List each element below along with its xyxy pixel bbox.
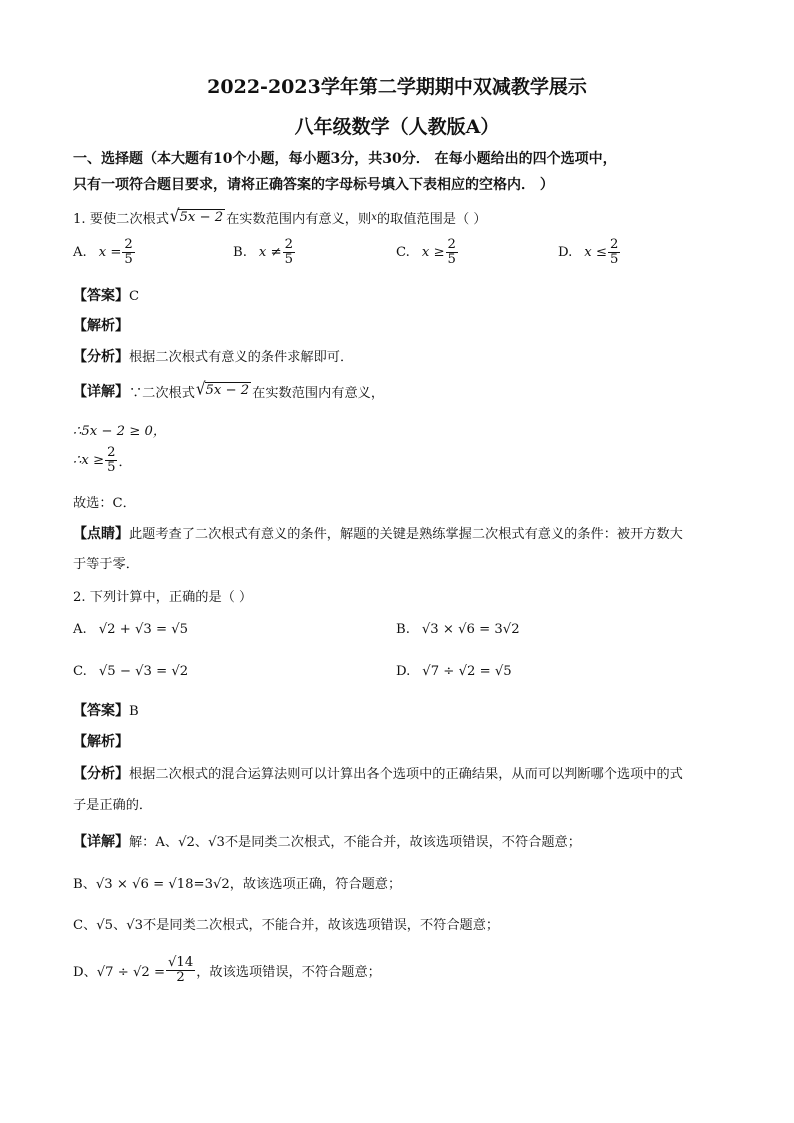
q1-step1: ∴5x − 2 ≥ 0， [73, 424, 167, 439]
numerator: 2 [284, 237, 293, 252]
section-heading-line2: 只有一项符合题目要求，请将正确答案的字母标号填入下表相应的空格内． ） [73, 177, 554, 193]
q1-stem [73, 205, 487, 227]
answer-value: C [129, 289, 140, 304]
q1-choose: 故选：C． [73, 496, 136, 511]
operator: ÷ [443, 664, 455, 679]
term: √3 [134, 622, 152, 637]
q2-option-b [396, 622, 520, 637]
section-heading-line1: 一、选择题（本大题有10个小题，每小题3分，共30分． 在每小题给出的四个选项中， [73, 151, 617, 167]
term: √2 [458, 664, 476, 679]
option-fraction [446, 238, 458, 267]
fenxi-tag: 【分析】 [73, 766, 129, 782]
operator: + [119, 622, 131, 637]
equals: = [156, 664, 168, 679]
comment-tag: 【点睛】 [73, 526, 129, 542]
option-label: B. [233, 244, 247, 260]
equals: = [479, 622, 491, 637]
detail-prefix: ∵二次根式 [129, 385, 195, 401]
option-fraction [608, 238, 620, 267]
q2-option-c [73, 664, 188, 679]
answer-tag: 【答案】 [73, 703, 129, 719]
q1-analysis-tag: 【解析】 [73, 318, 129, 334]
q2-option-d [396, 664, 512, 679]
q2-detail-a [73, 831, 581, 851]
term: √7 [422, 664, 440, 679]
q1-var: x [371, 212, 377, 223]
term: √5 [98, 664, 116, 679]
detail-suffix: 在实数范围内有意义， [252, 385, 385, 401]
q1-sqrt: √ 5x − 2 [169, 205, 224, 226]
option-fraction [122, 238, 134, 267]
operator: − [119, 664, 131, 679]
term: √2 [98, 622, 116, 637]
term: √3 [135, 664, 152, 679]
option-label: C. [73, 664, 87, 679]
q1-stem-prefix: 1. 要使二次根式 [73, 212, 169, 227]
q2-fenxi [73, 763, 683, 783]
term: √3 [421, 622, 439, 637]
q1-fenxi [73, 346, 353, 366]
denominator: 5 [447, 251, 456, 267]
equals: = [155, 622, 168, 637]
comment-text: 此题考查了二次根式有意义的条件，解题的关键是熟练掌握二次根式有意义的条件：被开方数大 [129, 527, 683, 542]
numerator: 2 [609, 237, 619, 252]
option-label: C. [396, 244, 410, 260]
detail-d-fraction [166, 956, 195, 985]
q1-answer [73, 285, 139, 305]
q1-option-d [558, 238, 621, 267]
option-label: A. [73, 244, 87, 260]
q2-detail-d [73, 956, 381, 985]
option-expr: x ≠ [258, 244, 282, 260]
q2-detail-b: B、√3 × √6 = √18=3√2，故该选项正确，符合题意； [73, 877, 402, 892]
denominator: 5 [284, 251, 293, 267]
term: √5 [494, 664, 512, 679]
term: √6 [458, 622, 475, 637]
option-label: B. [396, 622, 410, 637]
answer-tag: 【答案】 [73, 288, 129, 304]
fenxi-text: 根据二次根式的混合运算法则可以计算出各个选项中的正确结果，从而可以判断哪个选项中的式 [129, 767, 683, 782]
detail-tag: 【详解】 [73, 834, 129, 850]
q2-fenxi-line2: 子是正确的． [73, 798, 153, 813]
q2-option-a [73, 622, 188, 637]
q1-option-b [233, 238, 296, 267]
step2-suffix: ． [118, 454, 132, 470]
q1-option-c [396, 238, 459, 267]
option-label: D. [396, 664, 411, 679]
option-fraction [283, 238, 295, 267]
denominator: 5 [107, 459, 116, 475]
q1-comment [73, 523, 683, 543]
detail-d-prefix: D、√7 ÷ √2 = [73, 964, 166, 980]
numerator: 2 [124, 237, 133, 252]
q2-answer [73, 700, 139, 720]
numerator: √14 [168, 955, 194, 970]
option-expr: x ≤ [584, 244, 607, 260]
fenxi-tag: 【分析】 [73, 349, 129, 365]
detail-text: 解：A、√2、√3不是同类二次根式，不能合并，故该选项错误，不符合题意； [129, 835, 581, 850]
option-label: D. [558, 244, 573, 260]
detail-d-suffix: ，故该选项错误，不符合题意； [196, 964, 381, 980]
detail-tag: 【详解】 [73, 384, 129, 400]
option-label: A. [73, 622, 87, 637]
doc-subtitle: 八年级数学（人教版A） [294, 116, 500, 138]
q1-detail [73, 378, 385, 401]
step2-fraction [105, 446, 117, 475]
q1-stem-suffix: 的取值范围是（ ） [376, 212, 487, 227]
denominator: 5 [124, 251, 133, 267]
q1-step2 [73, 446, 132, 475]
denominator: 5 [609, 251, 619, 267]
option-expr: x = [98, 244, 122, 260]
numerator: 2 [107, 445, 116, 460]
q2-stem: 2. 下列计算中，正确的是（ ） [73, 590, 253, 605]
operator: × [442, 622, 454, 637]
detail-radicand: 5x − 2 [205, 383, 250, 399]
option-expr: x ≥ [421, 244, 445, 260]
q1-option-a [73, 238, 136, 267]
term: √2 [171, 664, 189, 679]
q1-radicand: 5x − 2 [179, 209, 224, 225]
doc-title: 2022-2023学年第二学期期中双减教学展示 [207, 76, 587, 98]
q1-comment-line2: 于等于零． [73, 557, 139, 572]
term: √5 [171, 622, 189, 637]
detail-sqrt: √ 5x − 2 [195, 378, 250, 400]
step2-prefix: ∴x ≥ [73, 452, 105, 468]
answer-value: B [129, 704, 139, 719]
q2-analysis-tag: 【解析】 [73, 734, 129, 750]
denominator: 2 [176, 969, 185, 985]
numerator: 2 [447, 237, 456, 252]
equals: = [479, 664, 491, 679]
fenxi-text: 根据二次根式有意义的条件求解即可． [129, 350, 354, 365]
q2-detail-c: C、√5、√3不是同类二次根式，不能合并，故该选项错误，不符合题意； [73, 918, 500, 933]
q1-stem-mid: 在实数范围内有意义，则 [226, 212, 372, 227]
term: 3√2 [494, 622, 520, 637]
